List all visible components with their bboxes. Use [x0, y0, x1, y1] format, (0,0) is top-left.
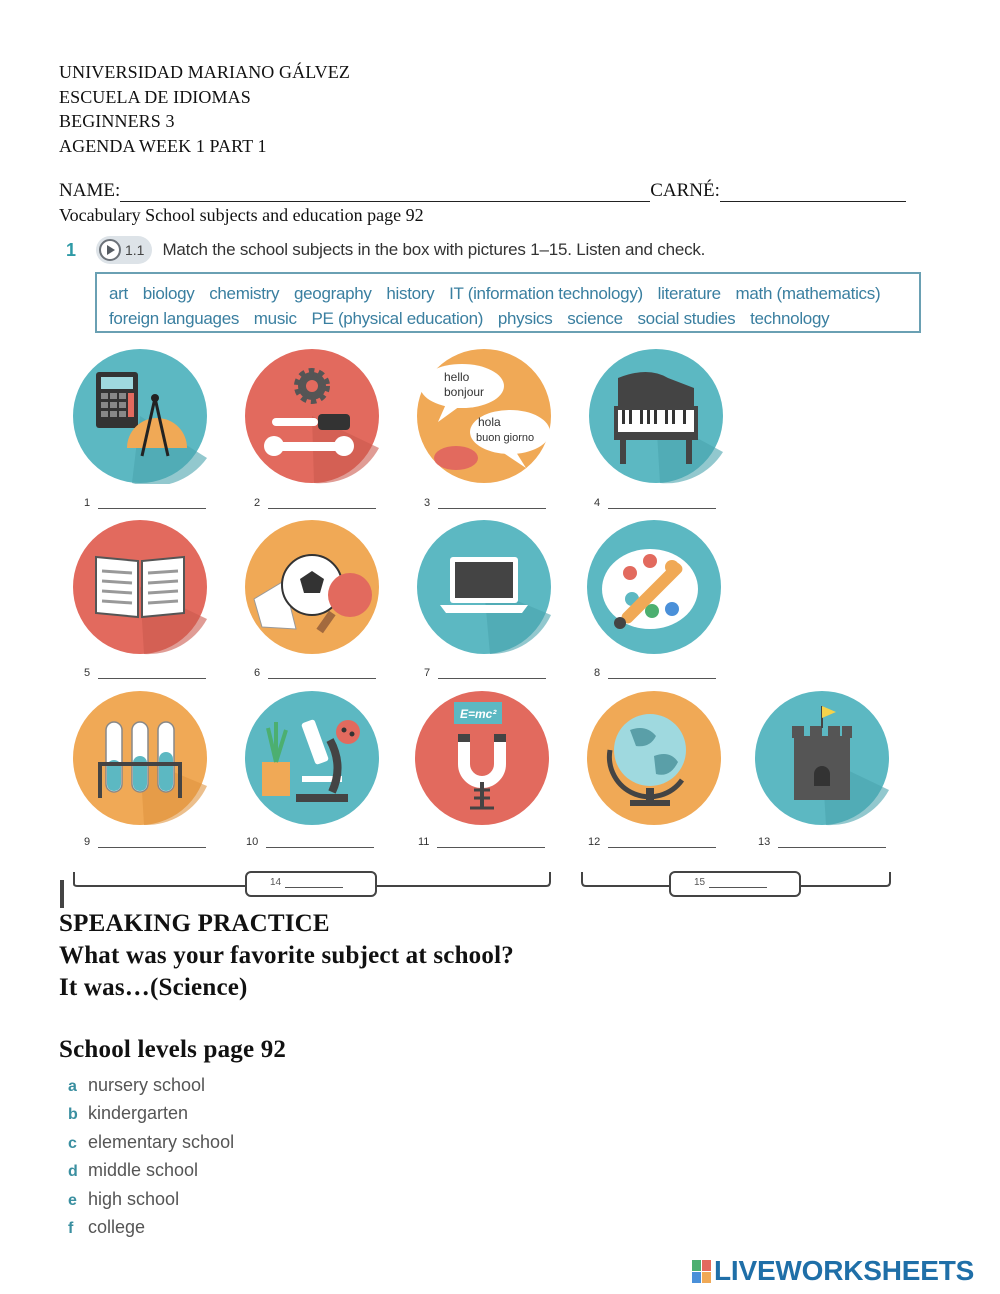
word-item: literature	[657, 284, 721, 303]
word-item: social studies	[637, 309, 736, 328]
liveworksheets-logo	[692, 1255, 974, 1287]
bubble-text: hola	[478, 415, 501, 429]
answer-line-5[interactable]	[84, 667, 206, 679]
exercise-number: 1	[66, 239, 77, 260]
speaking-question: What was your favorite subject at school?	[59, 942, 514, 969]
answer-line-4[interactable]	[594, 497, 716, 509]
picture-number: 13	[758, 836, 771, 848]
picture-number: 11	[418, 836, 430, 848]
laptop-icon	[416, 519, 552, 655]
carne-field[interactable]	[720, 183, 906, 202]
name-carne-row	[59, 180, 919, 202]
list-item: e high school	[68, 1188, 180, 1209]
bubble-text: buon giorno	[476, 432, 535, 444]
answer-line-1[interactable]	[84, 497, 206, 509]
picture-number: 12	[588, 836, 601, 848]
word-box-row-1	[109, 281, 907, 306]
word-item: music	[253, 309, 297, 328]
track-number: 1.1	[125, 242, 145, 258]
list-item: a nursery school	[68, 1075, 206, 1095]
logo-text: LIVEWORKSHEETS	[714, 1255, 975, 1286]
levels-title: School levels page 92	[59, 1036, 287, 1063]
speech-bubbles-icon	[416, 348, 552, 484]
speaking-answer: It was…(Science)	[59, 974, 248, 1001]
word-item: science	[567, 309, 623, 328]
answer-line-6[interactable]	[254, 667, 376, 679]
answer-line-3[interactable]	[424, 497, 546, 509]
word-item: foreign languages	[109, 309, 240, 328]
paint-palette-icon	[586, 519, 722, 655]
picture-number: 1	[84, 497, 91, 509]
answer-line-8[interactable]	[594, 667, 716, 679]
piano-icon	[588, 348, 724, 484]
document-header	[59, 60, 350, 158]
bubble-text: bonjour	[444, 385, 485, 399]
picture-number: 4	[594, 497, 601, 509]
list-item: b kindergarten	[68, 1103, 189, 1124]
gear-tools-icon	[244, 348, 380, 484]
answer-line-11[interactable]	[418, 836, 545, 848]
picture-number: 6	[254, 667, 261, 679]
answer-line-13[interactable]	[758, 836, 886, 848]
university-name: UNIVERSIDAD MARIANO GÁLVEZ	[59, 62, 350, 82]
play-icon	[99, 239, 121, 261]
picture-number: 7	[424, 667, 431, 679]
word-item: biology	[142, 284, 195, 303]
exercise-header	[66, 236, 705, 264]
word-item: technology	[750, 309, 830, 328]
word-item: history	[386, 284, 435, 303]
word-item: geography	[293, 284, 372, 303]
logo-blocks-icon	[692, 1260, 711, 1283]
book-icon	[72, 519, 208, 655]
word-item: math (mathematics)	[735, 284, 881, 303]
bubble-text: hello	[444, 370, 470, 384]
name-field[interactable]	[120, 183, 650, 202]
microscope-plant-icon	[244, 690, 380, 826]
name-label: NAME:	[59, 180, 121, 201]
word-box-row-2	[109, 306, 907, 331]
school-name: ESCUELA DE IDIOMAS	[59, 86, 251, 107]
globe-icon	[586, 690, 722, 826]
exercise-instruction: Match the school subjects in the box with pictures 1–15. Listen and check.	[162, 240, 706, 259]
group-brackets	[58, 862, 898, 912]
picture-number: 15	[694, 877, 706, 888]
formula-text: E=mc²	[460, 707, 497, 721]
answer-line-7[interactable]	[424, 667, 546, 679]
course-level: BEGINNERS 3	[59, 111, 175, 131]
answer-line-2[interactable]	[254, 497, 376, 509]
calculator-compass-icon	[72, 348, 208, 484]
answer-line-9[interactable]	[84, 836, 206, 848]
vocab-title: Vocabulary School subjects and education page 92	[59, 205, 424, 225]
list-item: d middle school	[68, 1160, 199, 1181]
school-levels-list	[68, 1072, 234, 1242]
audio-track-button[interactable]	[96, 236, 152, 264]
magnet-formula-icon	[414, 690, 550, 826]
list-item: f college	[68, 1217, 146, 1238]
word-item: physics	[497, 309, 553, 328]
castle-tower-icon	[754, 690, 890, 826]
picture-number: 8	[594, 667, 601, 679]
test-tubes-icon	[72, 690, 208, 826]
picture-number: 14	[270, 877, 282, 888]
picture-number: 5	[84, 667, 91, 679]
word-item: art	[109, 284, 128, 303]
word-item: PE (physical education)	[311, 309, 484, 328]
answer-line-14[interactable]	[270, 877, 343, 888]
answer-line-15[interactable]	[694, 877, 767, 888]
answer-line-12[interactable]	[588, 836, 716, 848]
answer-line-10[interactable]	[246, 836, 374, 848]
picture-number: 3	[424, 497, 431, 509]
word-box	[95, 272, 921, 333]
list-item: c elementary school	[68, 1131, 235, 1152]
picture-number: 9	[84, 836, 91, 848]
agenda-title: AGENDA WEEK 1 PART 1	[59, 135, 267, 156]
word-item: chemistry	[209, 284, 280, 303]
speaking-title: SPEAKING PRACTICE	[59, 910, 330, 937]
carne-label: CARNÉ:	[650, 180, 720, 201]
word-item: IT (information technology)	[449, 284, 643, 303]
picture-number: 10	[246, 836, 259, 848]
sports-balls-icon	[244, 519, 380, 655]
picture-number: 2	[254, 497, 261, 509]
